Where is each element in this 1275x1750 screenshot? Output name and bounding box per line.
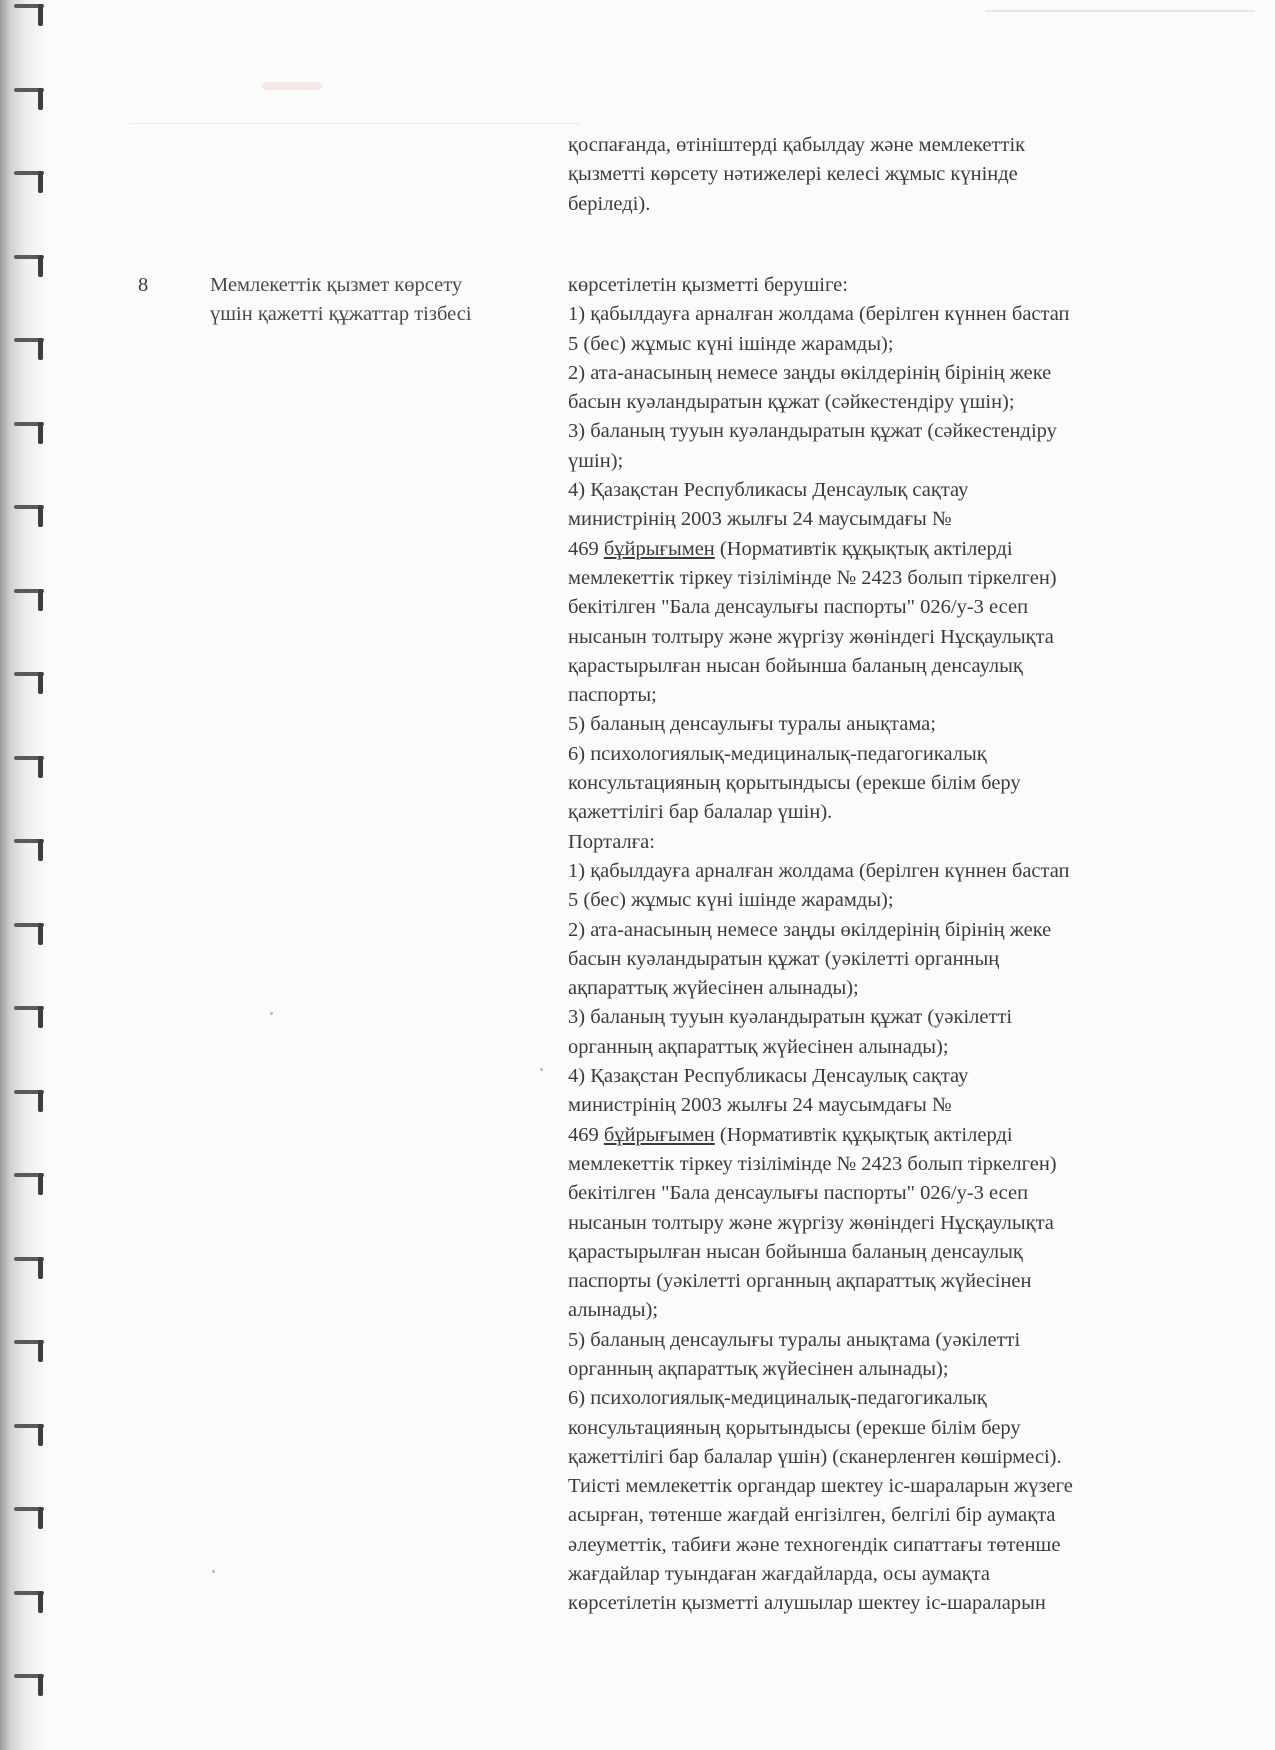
text-line: беріледі). [568,192,651,215]
text-line: паспорты (уәкілетті органның ақпараттық жүйесінен [568,1270,1032,1293]
text-line: бекітілген "Бала денсаулығы паспорты" 026/у-3 есеп [568,1182,1029,1205]
text-line: органның ақпараттық жүйесінен алынады); [568,1357,949,1380]
text-line: 3) баланың тууын куәландыратын құжат (сәйкестендіру [568,420,1057,443]
text-line: қажеттілігі бар балалар үшін). [568,801,833,824]
text-line: көрсетілетін қызметті берушіге: [568,274,848,296]
text-line: үшін қажетті құжаттар тізбесі [210,303,472,326]
text-line: қажеттілігі бар балалар үшін) (сканерленген көшірмесі). [568,1445,1062,1468]
text-line: 3) баланың тууын куәландыратын құжат (уәкілетті [568,1006,1013,1029]
row-number: 8 [138,274,149,296]
text-line: 4) Қазақстан Республикасы Денсаулық сақтау [568,479,969,502]
text-line: 6) психологиялық-медициналық-педагогикалық [568,1387,987,1410]
text-line: министрінің 2003 жылғы 24 маусымдағы № [568,508,952,531]
text-line: консультацияның қорытындысы (ерекше білім беру [568,1416,1021,1439]
text-line: 469 бұйрығымен (Нормативтік құқықтық актілерді [568,1123,1013,1146]
text-line: консультацияның қорытындысы (ерекше білім беру [568,772,1021,795]
text-line: жағдайлар туындаған жағдайларда, осы аумақта [568,1563,990,1586]
text-line: 2) ата-анасының немесе заңды өкілдерінің бірінің жеке [568,361,1052,384]
text-line: қызметті көрсету нәтижелері келесі жұмыс күнінде [568,163,1018,186]
text-line: 1) қабылдауға арналған жолдама (берілген күннен бастап [568,859,1070,882]
text-line: қоспағанда, өтініштерді қабылдау және мемлекеттік [568,134,1026,156]
text-line: министрінің 2003 жылғы 24 маусымдағы № [568,1094,952,1117]
text-line: ақпараттық жүйесінен алынады); [568,977,859,1000]
text-line: басын куәландыратын құжат (сәйкестендіру үшін); [568,391,1015,414]
text-line: мемлекеттік тіркеу тізілімінде № 2423 болып тіркелген) [568,566,1057,589]
documents-list [568,271,1073,1619]
row-title [210,271,472,330]
text-line: 4) Қазақстан Республикасы Денсаулық сақтау [568,1065,969,1088]
text-line: 2) ата-анасының немесе заңды өкілдерінің бірінің жеке [568,918,1052,941]
text-line: Порталға: [568,830,655,853]
text-line: Тиісті мемлекеттік органдар шектеу іс-шараларын жүзеге [568,1475,1073,1498]
text-line: паспорты; [568,684,657,707]
text-line: нысанын толтыру және жүргізу жөніндегі Нұсқаулықта [568,625,1054,648]
text-line: 5) баланың денсаулығы туралы анықтама (уәкілетті [568,1328,1021,1351]
text-line: көрсетілетін қызметті алушылар шектеу іс-шараларын [568,1592,1046,1615]
text-line: мемлекеттік тіркеу тізілімінде № 2423 болып тіркелген) [568,1152,1057,1175]
text-line: 1) қабылдауға арналған жолдама (берілген күннен бастап [568,303,1070,326]
text-line: басын куәландыратын құжат (уәкілетті органның [568,947,1000,970]
text-line: бекітілген "Бала денсаулығы паспорты" 026/у-3 есеп [568,596,1029,619]
previous-row-continuation [568,131,1025,219]
text-line: асырған, төтенше жағдай енгізілген, белгілі бір аумақта [568,1504,1056,1527]
text-line: қарастырылған нысан бойынша баланың денсаулық [568,654,1023,677]
text-line: алынады); [568,1299,659,1322]
text-line: 5) баланың денсаулығы туралы анықтама; [568,713,936,736]
text-line: 5 (бес) жұмыс күні ішінде жарамды); [568,332,894,355]
text-line: органның ақпараттық жүйесінен алынады); [568,1035,949,1058]
order-link[interactable]: бұйрығымен [603,537,715,560]
text-line: нысанын толтыру және жүргізу жөніндегі Нұсқаулықта [568,1211,1054,1234]
text-line: 5 (бес) жұмыс күні ішінде жарамды); [568,889,894,912]
text-line: қарастырылған нысан бойынша баланың денсаулық [568,1240,1023,1263]
text-line: 469 бұйрығымен (Нормативтік құқықтық актілерді [568,537,1013,560]
text-line: 6) психологиялық-медициналық-педагогикалық [568,742,987,765]
text-line: үшін); [568,449,624,472]
text-line: Мемлекеттік қызмет көрсету [210,274,463,296]
text-line: әлеуметтік, табиғи және техногендік сипаттағы төтенше [568,1533,1061,1556]
order-link[interactable]: бұйрығымен [603,1123,715,1146]
